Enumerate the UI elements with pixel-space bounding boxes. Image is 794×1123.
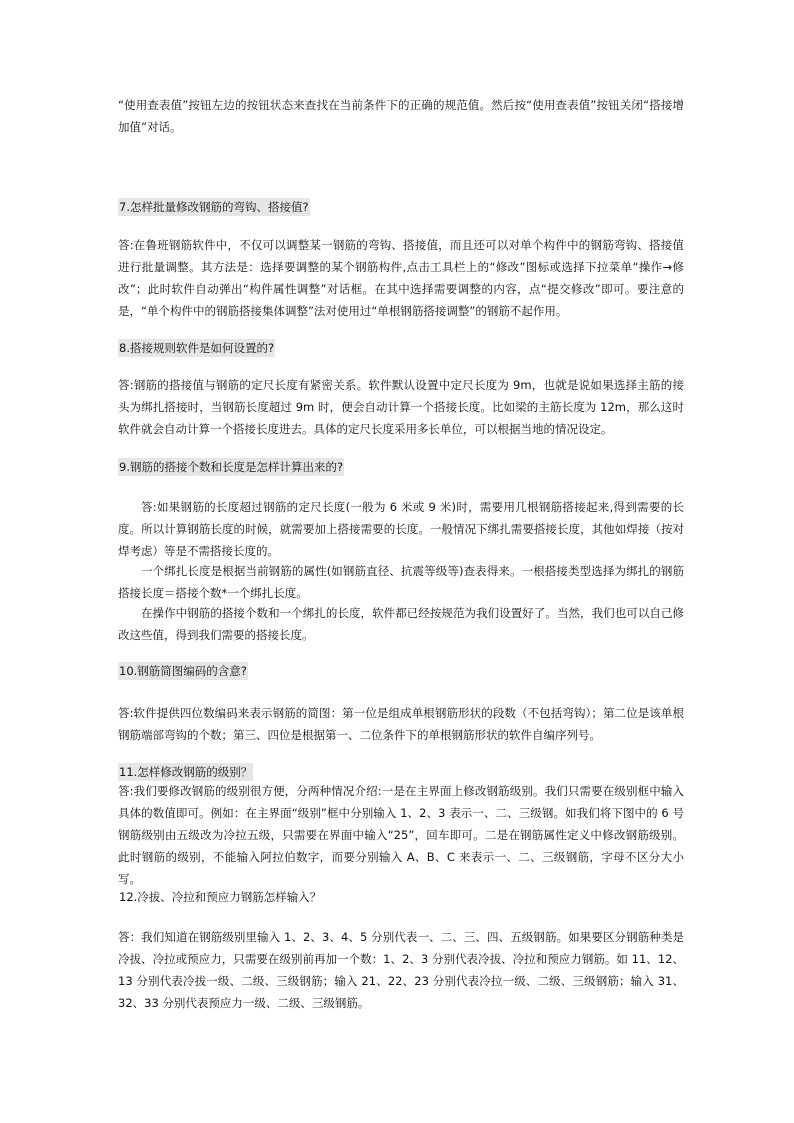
section-9-paragraph-1: 答:如果钢筋的长度超过钢筋的定尺长度(一般为 6 米或 9 米)时，需要用几根钢筋搭接起来,得到需要的长度。所以计算钢筋长度的时候，就需要加上搭接需要的长度。一般情况下绑扎需要搭接长度，其他如焊接（按对焊考虑）等是不需搭接长度的。	[118, 500, 684, 558]
section-10-answer: 答:软件提供四位数编码来表示钢筋的简图：第一位是组成单根钢筋形状的段数（不包括弯钩）；第二位是该单根钢筋端部弯钩的个数；第三、四位是根据第一、二位条件下的单根钢筋形状的软件自编序列号。	[118, 706, 684, 742]
section-title-9: 9.钢筋的搭接个数和长度是怎样计算出来的?	[119, 460, 344, 474]
section-9-paragraph-3: 在操作中钢筋的搭接个数和一个绑扎的长度，软件都已经按规范为我们设置好了。当然，我们也可以自己修改这些值，得到我们需要的搭接长度。	[118, 606, 684, 642]
section-title-8: 8.搭接规则软件是如何设置的?	[119, 341, 275, 355]
section-8-answer: 答:钢筋的搭接值与钢筋的定尺长度有紧密关系。软件默认设置中定尺长度为 9m，也就是说如果选择主筋的接头为绑扎搭接时，当钢筋长度超过 9m 时，便会自动计算一个搭接长度。比如梁的主筋长度为 12m，那么这时软件就会自动计算一个搭接长度进去。具体的定尺长度采用多长单位，可以根据当地的情况设定。	[118, 378, 684, 436]
section-12-answer: 答：我们知道在钢筋级别里输入 1、2、3、4、5 分别代表一、二、三、四、五级钢筋。如果要区分钢筋种类是冷拔、冷拉或预应力，只需要在级别前再加一个数：1、2、3 分别代表冷拔、冷拉和预应力钢筋。如 11、12、13 分别代表冷拔一级、二级、三级钢筋；输入 21、22、23 分别代表冷拉一级、二级、三级钢筋；输入 31、32、33 分别代表预应力一级、二级、三级钢筋。	[118, 930, 684, 1010]
section-title-11: 11.怎样修改钢筋的级别？	[119, 765, 253, 779]
section-9-paragraph-2: 一个绑扎长度是根据当前钢筋的属性(如钢筋直径、抗震等级等)查表得来。一根搭接类型选择为绑扎的钢筋搭接长度＝搭接个数*一个绑扎长度。	[118, 564, 684, 600]
section-title-10: 10.钢筋简图编码的含意?	[119, 664, 247, 678]
section-11-answer: 答:我们要修改钢筋的级别很方便，分两种情况介绍:一是在主界面上修改钢筋级别。我们只需要在级别框中输入具体的数值即可。例如：在主界面“级别”框中分别输入 1、2、3 表示一、二、三级钢。如我们将下图中的 6 号钢筋级别由五级改为冷拉五级，只需要在界面中输入“25”，回车即可。二是在钢筋属性定义中修改钢筋级别。此时钢筋的级别，不能输入阿拉伯数字，而要分别输入 A、B、C 来表示一、二、三级钢筋，字母不区分大小写。	[118, 784, 684, 886]
section-title-12: 12.冷拔、冷拉和预应力钢筋怎样输入？	[119, 890, 322, 904]
intro-paragraph: “使用查表值”按钮左边的按钮状态来查找在当前条件下的正确的规范值。然后按“使用查表值”按钮关闭“搭接增加值”对话。	[118, 98, 684, 134]
section-7-answer: 答:在鲁班钢筋软件中，不仅可以调整某一钢筋的弯钩、搭接值，而且还可以对单个构件中的钢筋弯钩、搭接值进行批量调整。其方法是：选择要调整的某个钢筋构件,点击工具栏上的“修改”图标或选择下拉菜单“操作→修改”；此时软件自动弹出“构件属性调整”对话框。在其中选择需要调整的内容，点“提交修改”即可。要注意的是，“单个构件中的钢筋搭接集体调整”法对使用过“单根钢筋搭接调整”的钢筋不起作用。	[118, 238, 684, 318]
section-title-7: 7.怎样批量修改钢筋的弯钩、搭接值?	[119, 200, 309, 214]
